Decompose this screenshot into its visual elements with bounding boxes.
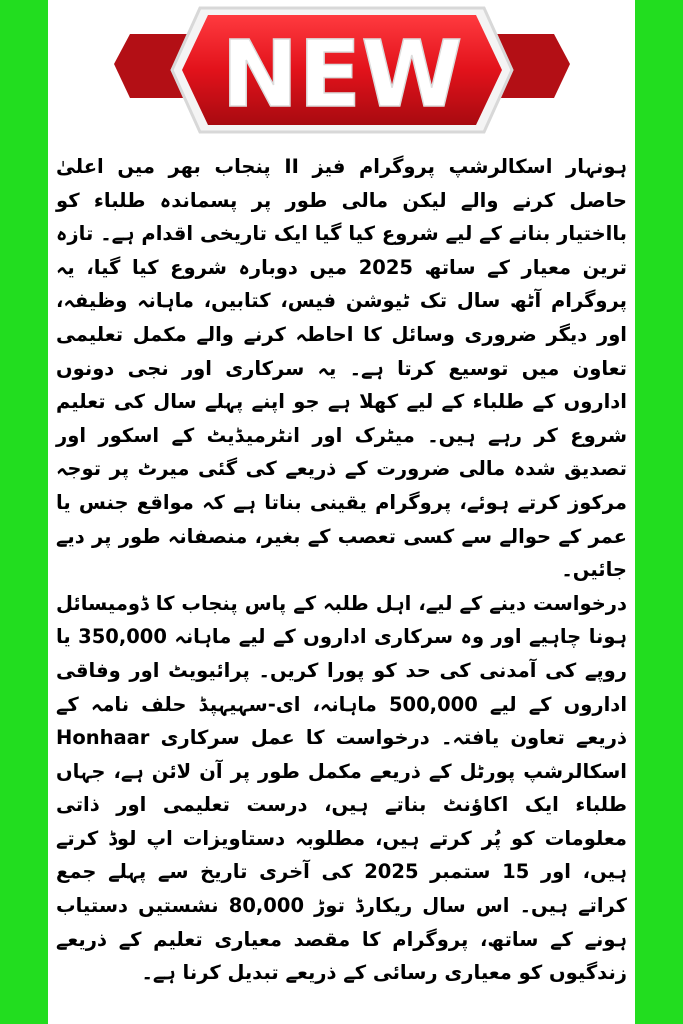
new-banner xyxy=(112,6,572,134)
banner-text: NEW xyxy=(221,21,463,128)
new-banner-graphic xyxy=(112,6,572,134)
article-paragraph-2: درخواست دینے کے لیے، اہل طلبہ کے پاس پنجاب کا ڈومیسائل ہونا چاہیے اور وہ سرکاری اداروں کے لیے ماہانہ 350,000 یا روپے کی آمدنی کی حد کو پورا کریں۔ پرائیویٹ اور وفاقی اداروں کے لیے 500,000 ماہانہ، ای-سہیہپڈ حلف نامہ کے ذریعے تعاون یافتہ۔ درخواست کا عمل سرکاری Honhaar اسکالرشپ پورٹل کے ذریعے مکمل طور پر آن لائن ہے، جہاں طلباء ایک اکاؤنٹ بناتے ہیں، درست تعلیمی اور ذاتی معلومات کو پُر کرتے ہیں، مطلوبہ دستاویزات اپ لوڈ کرتے ہیں، اور 15 ستمبر 2025 کی آخری تاریخ سے پہلے جمع کراتے ہیں۔ اس سال ریکارڈ توڑ 80,000 نشستیں دستیاب ہونے کے ساتھ، پروگرام کا مقصد معیاری تعلیم کے ذریعے زندگیوں کو معیاری رسائی کے ذریعے تبدیل کرنا ہے۔ xyxy=(56,591,628,985)
right-green-border xyxy=(635,0,683,1024)
article-paragraph-1: ہونہار اسکالرشپ پروگرام فیز II پنجاب بھر میں اعلیٰ حاصل کرنے والے لیکن مالی طور پر پسماندہ طلباء کو بااختیار بنانے کے لیے شروع کیا گیا ایک تاریخی اقدام ہے۔ تازہ ترین معیار کے ساتھ 2025 میں دوبارہ شروع کیا گیا، یہ پروگرام آٹھ سال تک ٹیوشن فیس، کتابیں، ماہانہ وظیفہ، اور دیگر ضروری وسائل کا احاطہ کرنے والے مکمل تعلیمی تعاون میں توسیع کرتا ہے۔ یہ سرکاری اور نجی دونوں اداروں کے طلباء کے لیے کھلا ہے جو اپنے پہلے سال کی تعلیم شروع کر رہے ہیں۔ میٹرک اور انٹرمیڈیٹ کے اسکور اور تصدیق شدہ مالی ضرورت کے ذریعے کی گئی میرٹ پر توجہ مرکوز کرتے ہوئے، پروگرام یقینی بناتا ہے کہ مواقع جنس یا عمر کے حوالے سے کسی تعصب کے بغیر، منصفانہ طور پر دیے جائیں۔ xyxy=(56,155,628,582)
left-green-border xyxy=(0,0,48,1024)
article-body xyxy=(56,150,627,1018)
